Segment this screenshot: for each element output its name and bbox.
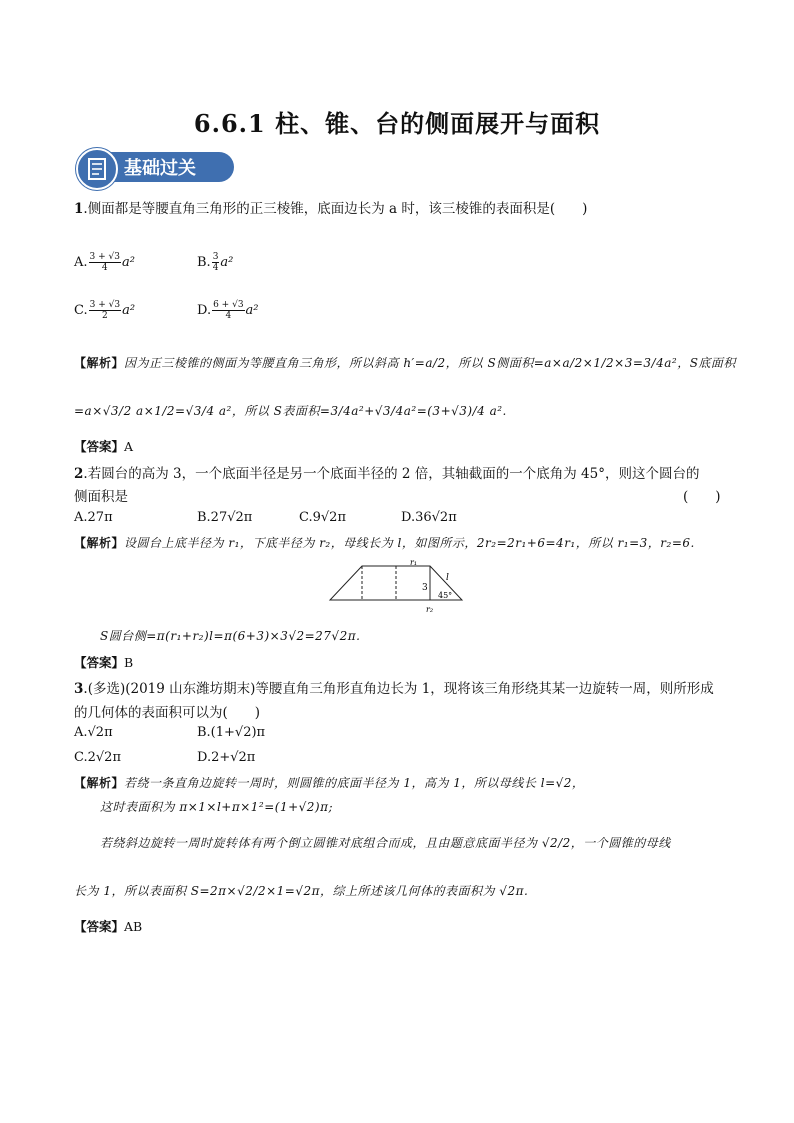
- q1-option-a: A. $\frac{3 + √3}{4}$ a²: [74, 252, 135, 273]
- q1-option-d: D. $\frac{6 + √3}{4}$ a²: [197, 300, 259, 321]
- label-height: 3: [422, 583, 428, 593]
- q2-answer: 【答案】B: [74, 655, 134, 670]
- q1-answer: 【答案】A: [74, 439, 134, 454]
- q3-answer: 【答案】AB: [74, 919, 143, 934]
- q3-solution-line-1: 【解析】若绕一条直角边旋转一周时，则圆锥的底面半径为 1，高为 1，所以母线长 l=√2，: [74, 776, 585, 790]
- q3-stem-line-1: 3.(多选)(2019 山东潍坊期末)等腰直角三角形直角边长为 1，现将该三角形绕其某一边旋转一周，则所形成: [74, 681, 714, 697]
- frustum-cross-section-figure: [326, 558, 468, 616]
- q3-solution-line-2: 这时表面积为 π×1×l+π×1²=(1+√2)π;: [100, 800, 334, 814]
- q2-solution-line-2: S圆台侧=π(r₁+r₂)l=π(6+3)×3√2=27√2π.: [100, 629, 361, 643]
- q1-option-b: B. $\frac{3}{4}$ a²: [197, 252, 234, 273]
- q1-solution-line-1: 【解析】因为正三棱锥的侧面为等腰直角三角形，所以斜高 h′=a/2，所以 S侧面积=a×a/2×1/2×3=3/4a²，S底面积: [74, 356, 736, 370]
- q3-solution-line-4: 长为 1，所以表面积 S=2π×√2/2×1=√2π，综上所述该几何体的表面积为 √2π.: [74, 884, 529, 898]
- label-angle: 45°: [438, 591, 453, 600]
- q2-option-d: D.36√2π: [401, 510, 457, 525]
- q1-option-c: C. $\frac{3 + √3}{2}$ a²: [74, 300, 136, 321]
- q3-stem-line-2: 的几何体的表面积可以为( ): [74, 705, 261, 721]
- q1-stem: [74, 197, 587, 217]
- q1-solution-line-2: =a×√3/2 a×1/2=√3/4 a²，所以 S表面积=3/4a²+√3/4a²=(3+√3)/4 a².: [74, 404, 507, 418]
- q3-option-c: C.2√2π: [74, 750, 121, 765]
- label-l: l: [446, 573, 449, 583]
- banner-label: 基础过关: [124, 158, 196, 179]
- page-title: 6.6.1 柱、锥、台的侧面展开与面积: [193, 109, 601, 138]
- q3-option-d: D.2+√2π: [197, 750, 256, 765]
- q3-option-a: A.√2π: [74, 725, 113, 740]
- q3-solution-line-3: 若绕斜边旋转一周时旋转体有两个倒立圆锥对底组合而成，且由题意底面半径为 √2/2，一个圆锥的母线: [100, 836, 671, 850]
- q2-answer-paren: ( ): [683, 489, 721, 505]
- q2-option-c: C.9√2π: [299, 510, 346, 525]
- q1-text: .侧面都是等腰直角三角形的正三棱锥，底面边长为 a 时，该三棱锥的表面积是( ): [83, 201, 588, 217]
- q2-solution-line-1: 【解析】设圆台上底半径为 r₁，下底半径为 r₂，母线长为 l，如图所示，2r₂=2r₁+6=4r₁，所以 r₁=3，r₂=6.: [74, 536, 695, 550]
- q2-stem-line-2: 侧面积是: [74, 489, 128, 505]
- q2-option-b: B.27√2π: [197, 510, 253, 525]
- checklist-icon: [76, 148, 118, 190]
- q2-option-a: A.27π: [74, 510, 113, 525]
- q3-option-b: B.(1+√2)π: [197, 725, 266, 740]
- section-banner: [76, 148, 236, 184]
- label-r2: r₂: [426, 605, 434, 614]
- q1-number: 1: [74, 201, 84, 217]
- label-r1: r₁: [410, 558, 418, 567]
- q2-stem-line-1: 2.若圆台的高为 3，一个底面半径是另一个底面半径的 2 倍，其轴截面的一个底角为 45°，则这个圆台的: [74, 466, 700, 482]
